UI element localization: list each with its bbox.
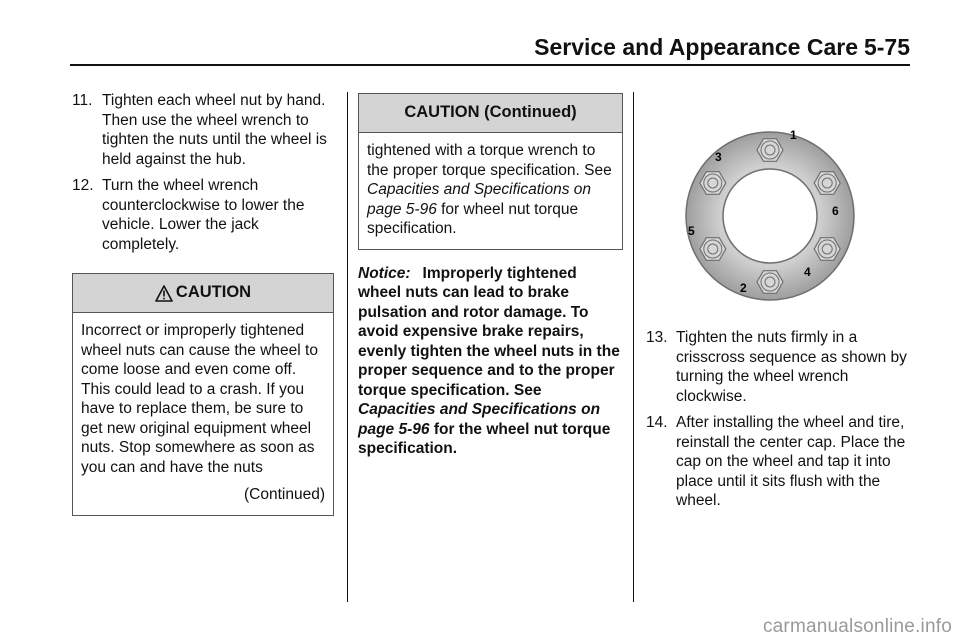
step-number: 11. — [72, 92, 93, 109]
step-11 — [72, 91, 334, 169]
column-1 — [72, 91, 334, 516]
step-number: 13. — [646, 329, 668, 346]
watermark: carmanualsonline.info — [762, 616, 952, 637]
lug-nut — [757, 271, 783, 294]
notice-paragraph — [358, 264, 623, 459]
nut-label-4: 4 — [804, 265, 811, 279]
lug-nut — [700, 238, 726, 261]
column-2 — [358, 93, 623, 459]
caution-text: tightened with a torque wrench to the proper torque specification. See — [367, 142, 612, 179]
lug-nut — [757, 139, 783, 162]
caution-continued-box — [358, 93, 623, 250]
lug-nut — [700, 172, 726, 195]
lug-nut — [814, 172, 840, 195]
notice-text: Improperly tightened wheel nuts can lead to brake pulsation and rotor damage. To avoid expensive brake repairs, evenly tighten the wheel nuts in the proper sequence and to the proper torque specification. See — [358, 264, 620, 399]
step-text: Tighten the nuts firmly in a crisscross sequence as shown by turning the wheel wrench clockwise. — [676, 329, 907, 405]
caution-reference: Capacities and Specifications on page 5-96 — [367, 181, 592, 218]
nut-label-3: 3 — [715, 150, 722, 164]
wheel-nut-sequence-diagram — [682, 116, 862, 312]
caution-header — [359, 94, 622, 133]
steps-list — [646, 328, 914, 511]
notice-text-end: for the wheel nut torque specification. — [358, 420, 611, 457]
caution-body — [359, 133, 622, 249]
nut-label-5: 5 — [688, 224, 695, 238]
notice-label: Notice: — [358, 264, 411, 282]
caution-header — [73, 274, 333, 313]
caution-box — [72, 273, 334, 516]
caution-title: CAUTION (Continued) — [404, 103, 577, 122]
step-14 — [646, 413, 914, 511]
step-number: 12. — [72, 177, 94, 194]
step-text: After installing the wheel and tire, reinstall the center cap. Place the cap on the wheel and tap it into place until it sits flush with the wheel. — [676, 414, 906, 509]
step-12 — [72, 176, 334, 254]
caution-text-end: for wheel nut torque specification. — [367, 200, 579, 237]
nut-label-1: 1 — [790, 128, 797, 142]
lug-nut — [814, 238, 840, 261]
step-13 — [646, 328, 914, 406]
step-text: Turn the wheel wrench counterclockwise to lower the vehicle. Lower the jack completely. — [102, 177, 305, 253]
column-divider — [633, 92, 634, 602]
step-text: Tighten each wheel nut by hand. Then use the wheel wrench to tighten the nuts until the wheel is held against the hub. — [102, 92, 327, 168]
page-number: 5-75 — [863, 34, 910, 60]
caution-body — [73, 313, 333, 515]
column-divider — [347, 92, 348, 602]
header-rule — [70, 64, 910, 66]
wheel-hub-hole — [723, 169, 817, 263]
caution-title: CAUTION — [175, 283, 252, 302]
nut-label-6: 6 — [832, 204, 839, 218]
warning-triangle-icon — [155, 285, 173, 302]
section-title: Service and Appearance Care — [534, 34, 858, 60]
step-number: 14. — [646, 414, 668, 431]
nut-label-2: 2 — [740, 281, 747, 295]
notice-reference: Capacities and Specifications on page 5-96 — [358, 401, 601, 438]
column-3 — [646, 90, 914, 518]
continued-label: (Continued) — [244, 486, 325, 503]
caution-text: Incorrect or improperly tightened wheel nuts can cause the wheel to come loose and even come off. This could lead to a crash. If you have to replace them, be sure to get new original equipment wheel nuts. Stop somewhere as soon as you can and have the nuts — [81, 322, 318, 476]
